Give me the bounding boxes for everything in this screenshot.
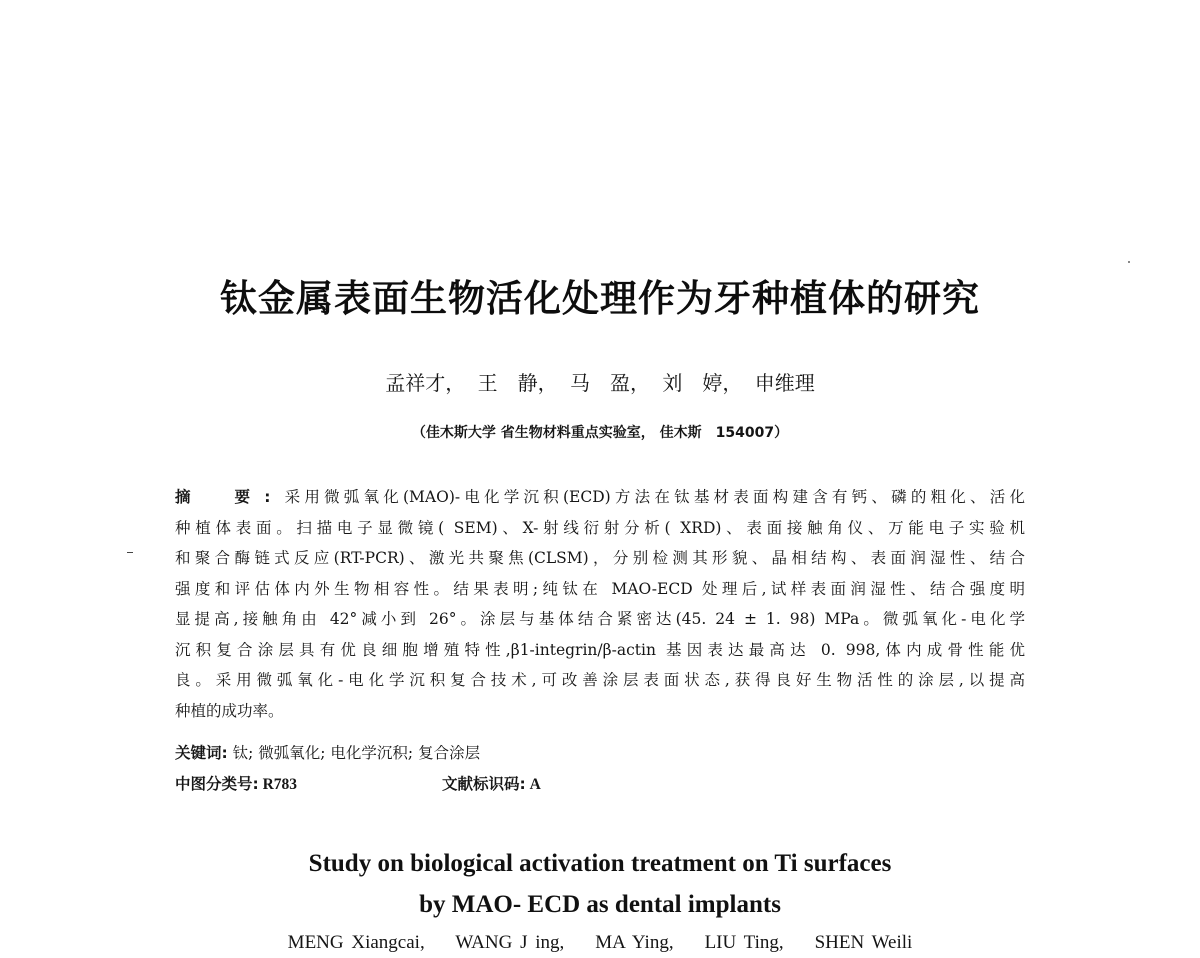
english-authors: MENG Xiangcai, WANG J ing, MA Ying, LIU Ting, SHEN Weili — [287, 932, 913, 953]
chinese-title: 钛金属表面生物活化处理作为牙种植体的研究 — [220, 277, 980, 320]
clc-label: 中图分类号: — [175, 775, 259, 793]
abstract-line — [175, 482, 1025, 513]
chinese-authors: 孟祥才， 王 静， 马 盈， 刘 婷， 申维理 — [385, 371, 815, 395]
scan-speck — [1128, 261, 1130, 263]
abstract-line: 良。采用微弧氧化-电化学沉积复合技术,可改善涂层表面状态,获得良好生物活性的涂层,以提高 — [175, 671, 1025, 689]
english-title-line-2: by MAO- ECD as dental implants — [419, 891, 781, 918]
abstract-line: 和聚合酶链式反应(RT-PCR)、激光共聚焦(CLSM)，分别检测其形貌、晶相结构、表面润湿性、结合 — [175, 549, 1025, 567]
abstract-line: 沉积复合涂层具有优良细胞增殖特性,β1-integrin/β-actin 基因表达最高达 0. 998,体内成骨性能优 — [175, 640, 1025, 659]
abstract-text: 采用微弧氧化(MAO)-电化学沉积(ECD)方法在钛基材表面构建含有钙、磷的粗化、活化 — [280, 488, 1025, 506]
keywords-label: 关键词: — [175, 744, 228, 762]
chinese-affiliation: （佳木斯大学 省生物材料重点实验室， 佳木斯 154007） — [411, 425, 789, 441]
english-title-line-1: Study on biological activation treatment on Ti surfaces — [308, 850, 892, 877]
abstract-label: 摘 要: — [175, 488, 281, 506]
keywords-value: 钛; 微弧氧化; 电化学沉积; 复合涂层 — [227, 744, 481, 762]
abstract-line: 种植的成功率。 — [175, 701, 284, 720]
abstract-line: 强度和评估体内外生物相容性。结果表明;纯钛在 MAO-ECD 处理后,试样表面润湿性、结合强度明 — [175, 579, 1025, 598]
document-code — [442, 772, 541, 794]
chinese-abstract — [175, 482, 1025, 726]
classification-info — [175, 772, 875, 794]
doc-code-label: 文献标识码: — [442, 775, 526, 793]
english-title — [0, 843, 1200, 925]
abstract-line: 种植体表面。扫描电子显微镜( SEM)、X-射线衍射分析( XRD)、表面接触角仪、万能电子实验机 — [175, 518, 1025, 537]
scan-mark — [127, 552, 133, 553]
abstract-line: 显提高,接触角由 42°减小到 26°。涂层与基体结合紧密达(45. 24 ± 1. 98) MPa。微弧氧化-电化学 — [175, 610, 1025, 628]
keywords — [175, 741, 480, 763]
doc-code-value: A — [525, 776, 541, 793]
clc-value: R783 — [258, 776, 298, 793]
